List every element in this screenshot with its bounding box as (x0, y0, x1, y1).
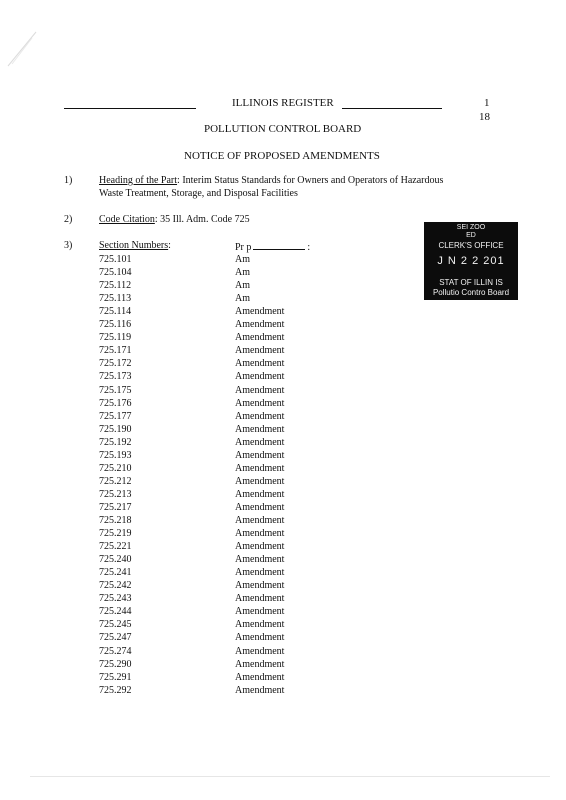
section-row (0, 410, 566, 423)
clerks-office-stamp (424, 222, 518, 300)
item-1-label: Heading of the Part (99, 175, 178, 186)
item-3-number: 3) (64, 240, 73, 251)
section-number: 725.104 (99, 267, 132, 279)
section-action: Amendment (235, 345, 285, 357)
section-row (0, 357, 566, 370)
section-action: Am (235, 280, 250, 292)
stamp-line-1: SEI ZOO (456, 224, 486, 231)
section-action: Amendment (235, 384, 285, 396)
section-action: Amendment (235, 515, 285, 526)
section-row (0, 540, 566, 553)
section-row (0, 436, 566, 449)
section-action: Amendment (235, 528, 285, 540)
section-row (0, 344, 566, 357)
section-row (0, 462, 566, 475)
item-2-citation (99, 214, 250, 226)
section-row (0, 579, 566, 592)
section-action: Amendment (235, 306, 285, 318)
section-row (0, 488, 566, 501)
section-action: Amendment (235, 332, 285, 344)
section-number: 725.116 (99, 319, 132, 331)
section-action: Amendment (235, 671, 285, 683)
section-number: 725.244 (99, 606, 132, 618)
section-row (0, 592, 566, 605)
section-row (0, 553, 566, 566)
section-number: 725.112 (99, 280, 132, 292)
section-row (0, 449, 566, 462)
section-row (0, 475, 566, 488)
section-action: Amendment (235, 462, 285, 474)
section-action: Am (235, 267, 250, 279)
section-number: 725.176 (99, 397, 132, 409)
header-rule-left (64, 108, 196, 109)
section-action: Amendment (235, 410, 285, 422)
section-action: Amendment (235, 319, 285, 331)
section-number: 725.217 (99, 501, 132, 513)
section-number: 725.274 (99, 645, 132, 657)
section-number: 725.245 (99, 619, 132, 631)
page-number: 1 (484, 97, 490, 109)
section-row (0, 397, 566, 410)
section-action: Am (235, 293, 250, 305)
section-number: 725.101 (99, 254, 132, 265)
section-number: 725.291 (99, 671, 132, 683)
action-header-blank (253, 240, 305, 250)
section-row (0, 605, 566, 618)
item-2-label: Code Citation (99, 214, 155, 225)
section-action: Amendment (235, 580, 285, 592)
section-row (0, 631, 566, 644)
section-action: Amendment (235, 436, 285, 448)
item-3-heading (99, 240, 171, 252)
section-number: 725.247 (99, 632, 132, 644)
section-number: 725.190 (99, 423, 132, 435)
section-action: Amendment (235, 567, 285, 579)
section-row (0, 566, 566, 579)
section-number: 725.175 (99, 384, 132, 396)
section-number: 725.114 (99, 306, 132, 318)
item-1-heading (99, 175, 443, 187)
section-action: Amendment (235, 397, 285, 409)
section-row (0, 671, 566, 684)
section-number: 725.290 (99, 658, 132, 670)
stamp-line-5: STAT OF ILLIN IS (439, 278, 503, 287)
section-number: 725.212 (99, 475, 132, 487)
section-action: Amendment (235, 632, 285, 644)
section-number: 725.119 (99, 332, 132, 344)
section-row (0, 318, 566, 331)
action-header-label: Pr p (235, 242, 252, 253)
section-action: Amendment (235, 593, 285, 605)
section-number: 725.113 (99, 293, 132, 305)
item-3-label-suffix: : (168, 240, 171, 251)
section-action: Amendment (235, 488, 285, 500)
section-number: 725.192 (99, 436, 132, 448)
section-action: Amendment (235, 606, 285, 618)
section-action: Amendment (235, 475, 285, 487)
section-number: 725.213 (99, 488, 132, 500)
page-corner-fold-icon (6, 28, 40, 68)
section-action: Amendment (235, 645, 285, 657)
section-action: Amendment (235, 554, 285, 566)
section-row (0, 384, 566, 397)
action-header-suffix: : (307, 242, 311, 253)
stamp-line-6: Pollutio Contro Board (432, 288, 510, 297)
section-action: Amendment (235, 619, 285, 631)
section-row (0, 645, 566, 658)
section-number: 725.240 (99, 554, 132, 566)
section-number: 725.210 (99, 462, 132, 474)
section-row (0, 423, 566, 436)
section-number: 725.241 (99, 567, 132, 579)
stamp-line-3: CLERK'S OFFICE (438, 241, 504, 250)
section-row (0, 527, 566, 540)
section-row (0, 501, 566, 514)
section-number: 725.292 (99, 684, 132, 696)
item-2-number: 2) (64, 214, 73, 225)
action-column-header (235, 240, 310, 254)
register-title: ILLINOIS REGISTER (232, 97, 334, 109)
item-1-number: 1) (64, 175, 73, 186)
item-1-text-line2: Waste Treatment, Storage, and Disposal Facilities (99, 188, 298, 199)
section-number: 725.172 (99, 358, 132, 370)
section-number: 725.242 (99, 580, 132, 592)
section-action: Amendment (235, 449, 285, 461)
section-number: 725.177 (99, 410, 132, 422)
section-row (0, 331, 566, 344)
section-action: Amendment (235, 371, 285, 383)
item-3-label: Section Numbers (99, 240, 169, 251)
section-action: Amendment (235, 541, 285, 553)
page-bottom-edge (30, 776, 550, 777)
section-action: Amendment (235, 684, 285, 696)
section-row (0, 514, 566, 527)
section-action: Amendment (235, 423, 285, 435)
stamp-date: J N 2 2 201 (437, 255, 505, 267)
section-number: 725.171 (99, 345, 132, 357)
section-row (0, 684, 566, 697)
stamp-line-2: ED (466, 232, 476, 239)
issue-number: 18 (479, 111, 490, 123)
section-number: 725.221 (99, 541, 132, 553)
section-number: 725.173 (99, 371, 132, 383)
section-row (0, 370, 566, 383)
section-number: 725.193 (99, 449, 132, 461)
item-1-text-line1: : Interim Status Standards for Owners and Operators of Hazardous (177, 175, 444, 186)
item-2-text: : 35 Ill. Adm. Code 725 (154, 214, 250, 225)
section-action: Am (235, 254, 250, 265)
board-name: POLLUTION CONTROL BOARD (204, 123, 362, 135)
section-action: Amendment (235, 501, 285, 513)
section-row (0, 618, 566, 631)
section-action: Amendment (235, 358, 285, 370)
section-row (0, 305, 566, 318)
notice-title: NOTICE OF PROPOSED AMENDMENTS (184, 150, 380, 162)
section-row (0, 658, 566, 671)
header-rule-right (342, 108, 442, 109)
section-action: Amendment (235, 658, 285, 670)
section-number: 725.243 (99, 593, 132, 605)
section-number: 725.219 (99, 528, 132, 540)
section-number: 725.218 (99, 515, 132, 526)
